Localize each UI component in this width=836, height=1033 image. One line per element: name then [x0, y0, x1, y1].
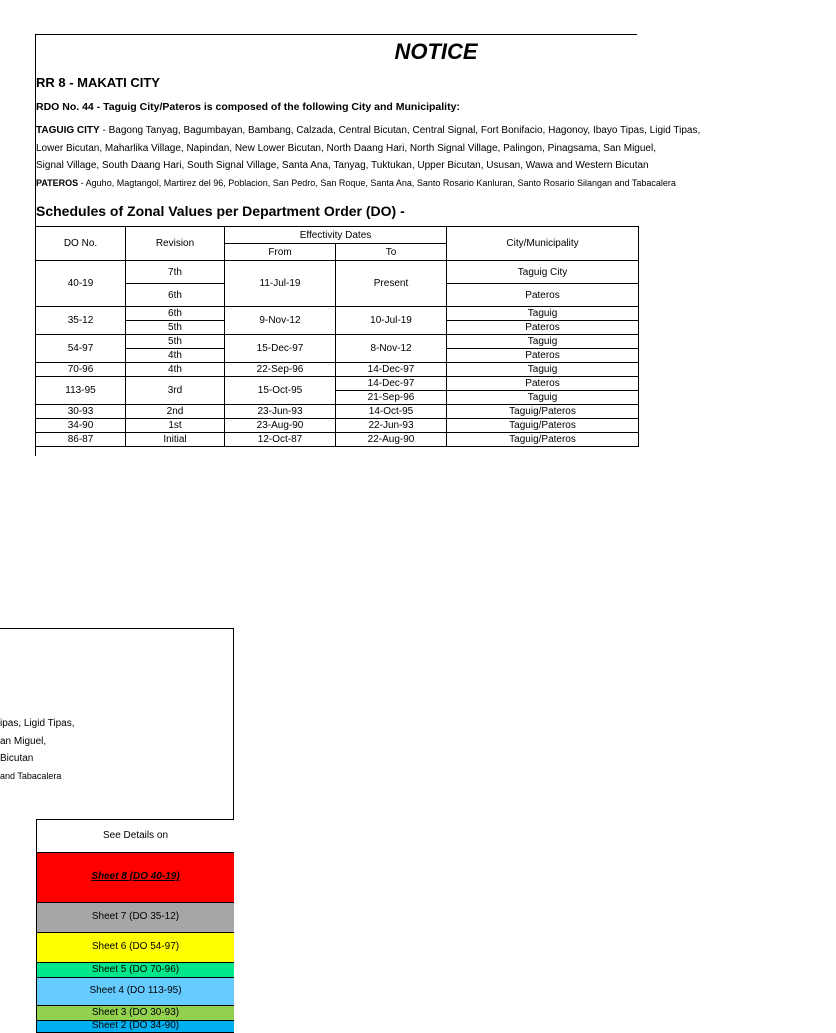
do-number: 40-19	[36, 261, 126, 307]
city-cell: Pateros	[447, 284, 639, 307]
pateros-barangays-line	[36, 178, 676, 188]
pateros-label: PATEROS	[36, 178, 79, 188]
revision-cell: 5th	[126, 335, 225, 349]
revision-cell: 6th	[126, 284, 225, 307]
from-date: 15-Oct-95	[225, 377, 336, 405]
to-date: 21-Sep-96	[336, 391, 447, 405]
from-date: 15-Dec-97	[225, 335, 336, 363]
do-number: 113-95	[36, 377, 126, 405]
continued-text-line-3: Bicutan	[0, 753, 34, 764]
continued-text-line-4: and Tabacalera	[0, 771, 62, 781]
city-cell: Taguig	[447, 363, 639, 377]
revision-cell: 2nd	[126, 405, 225, 419]
header-city: City/Municipality	[447, 227, 639, 261]
city-cell: Pateros	[447, 349, 639, 363]
to-date: 22-Jun-93	[336, 419, 447, 433]
city-cell: Taguig/Pateros	[447, 405, 639, 419]
do-number: 30-93	[36, 405, 126, 419]
header-do-no: DO No.	[36, 227, 126, 261]
do-number: 86-87	[36, 433, 126, 447]
header-revision: Revision	[126, 227, 225, 261]
notice-page-top	[35, 34, 701, 456]
city-cell: Taguig	[447, 391, 639, 405]
revenue-region-heading: RR 8 - MAKATI CITY	[36, 75, 160, 90]
sheet-7-link[interactable]: Sheet 7 (DO 35-12)	[36, 903, 234, 933]
sheet-6-link[interactable]: Sheet 6 (DO 54-97)	[36, 933, 234, 963]
revision-cell: 4th	[126, 363, 225, 377]
taguig-label: TAGUIG CITY	[36, 125, 100, 136]
table-row	[36, 405, 639, 419]
revision-cell: 4th	[126, 349, 225, 363]
to-date: 10-Jul-19	[336, 307, 447, 335]
pateros-line-text: - Aguho, Magtangol, Martirez del 96, Poblacion, San Pedro, San Roque, Santa Ana, Santo Rosario Kanluran, Santo Rosario Silangan and Tabacalera	[78, 178, 676, 188]
city-cell: Taguig/Pateros	[447, 433, 639, 447]
city-cell: Taguig/Pateros	[447, 419, 639, 433]
header-effectivity: Effectivity Dates	[225, 227, 447, 244]
continued-text-line-1: ipas, Ligid Tipas,	[0, 718, 75, 729]
table-row	[36, 261, 639, 284]
taguig-line-1-text: - Bagong Tanyag, Bagumbayan, Bambang, Calzada, Central Bicutan, Central Signal, Fort Bonifacio, Hagonoy, Ibayo Tipas, Ligid Tipas,	[99, 125, 701, 136]
schedules-title: Schedules of Zonal Values per Department Order (DO) -	[36, 203, 405, 219]
continued-text-line-2: an Miguel,	[0, 736, 47, 747]
sheet-2-link[interactable]: Sheet 2 (DO 34-90)	[36, 1021, 234, 1033]
header-from: From	[225, 244, 336, 261]
do-number: 70-96	[36, 363, 126, 377]
notice-title: NOTICE	[394, 39, 478, 64]
sheet-8-link[interactable]: Sheet 8 (DO 40-19)	[36, 853, 234, 903]
taguig-barangays-line-1	[36, 125, 700, 136]
to-date: Present	[336, 261, 447, 307]
city-cell: Pateros	[447, 321, 639, 335]
see-details-header: See Details on	[36, 819, 234, 853]
table-row	[36, 335, 639, 349]
revision-cell: Initial	[126, 433, 225, 447]
revision-cell: 3rd	[126, 377, 225, 405]
from-date: 23-Aug-90	[225, 419, 336, 433]
to-date: 14-Dec-97	[336, 377, 447, 391]
from-date: 12-Oct-87	[225, 433, 336, 447]
table-row	[36, 433, 639, 447]
from-date: 22-Sep-96	[225, 363, 336, 377]
table-row	[36, 377, 639, 391]
table-row	[36, 307, 639, 321]
taguig-barangays-line-2: Lower Bicutan, Maharlika Village, Napindan, New Lower Bicutan, North Daang Hari, North Signal Village, Palingon, Pinagsama, San Miguel,	[36, 143, 656, 154]
sheet-4-link[interactable]: Sheet 4 (DO 113-95)	[36, 978, 234, 1006]
to-date: 22-Aug-90	[336, 433, 447, 447]
city-cell: Taguig	[447, 335, 639, 349]
revision-cell: 7th	[126, 261, 225, 284]
do-number: 35-12	[36, 307, 126, 335]
header-to: To	[336, 244, 447, 261]
from-date: 9-Nov-12	[225, 307, 336, 335]
do-number: 34-90	[36, 419, 126, 433]
revision-cell: 5th	[126, 321, 225, 335]
to-date: 8-Nov-12	[336, 335, 447, 363]
rdo-description: RDO No. 44 - Taguig City/Pateros is composed of the following City and Municipality:	[36, 101, 460, 113]
from-date: 23-Jun-93	[225, 405, 336, 419]
city-cell: Pateros	[447, 377, 639, 391]
revision-cell: 1st	[126, 419, 225, 433]
do-schedule-table	[35, 226, 639, 447]
from-date: 11-Jul-19	[225, 261, 336, 307]
to-date: 14-Dec-97	[336, 363, 447, 377]
taguig-barangays-line-3: Signal Village, South Daang Hari, South Signal Village, Santa Ana, Tanyag, Tuktukan, Upper Bicutan, Ususan, Wawa and Western Bicutan	[36, 160, 649, 171]
city-cell: Taguig City	[447, 261, 639, 284]
sheet-5-link[interactable]: Sheet 5 (DO 70-96)	[36, 963, 234, 978]
table-row	[36, 363, 639, 377]
to-date: 14-Oct-95	[336, 405, 447, 419]
sheet-3-link[interactable]: Sheet 3 (DO 30-93)	[36, 1006, 234, 1021]
table-row	[36, 419, 639, 433]
city-cell: Taguig	[447, 307, 639, 321]
revision-cell: 6th	[126, 307, 225, 321]
continued-page	[0, 628, 234, 1031]
do-number: 54-97	[36, 335, 126, 363]
